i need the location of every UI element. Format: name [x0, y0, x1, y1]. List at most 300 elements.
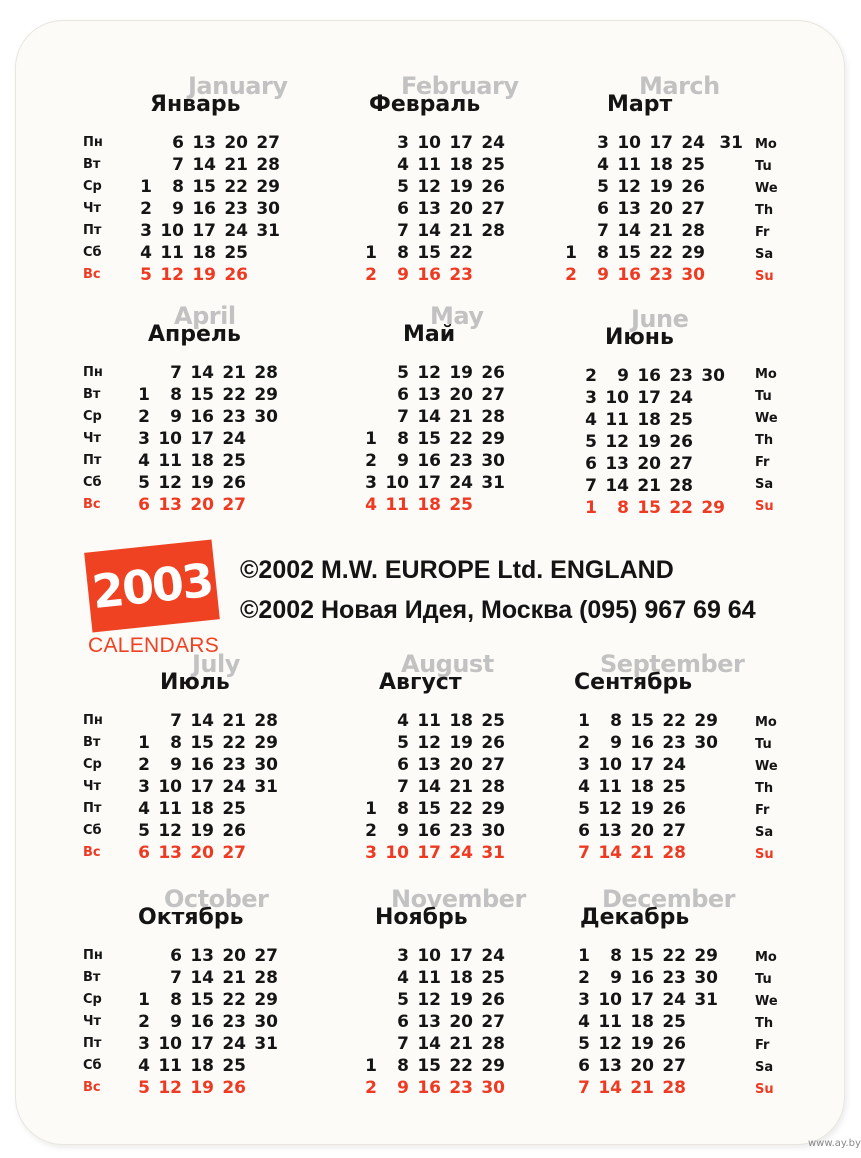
- day-number: 9: [397, 451, 409, 471]
- day-number: 5: [585, 432, 597, 452]
- day-number: 3: [597, 133, 609, 153]
- day-number: 8: [170, 733, 182, 753]
- day-number: 6: [138, 495, 150, 515]
- day-number: 22: [222, 990, 246, 1010]
- day-number: 3: [365, 473, 377, 493]
- day-number: 10: [158, 1034, 182, 1054]
- day-number: 22: [662, 946, 686, 966]
- day-number: 23: [222, 407, 246, 427]
- month-name-russian: Октябрь: [138, 905, 244, 930]
- day-number: 25: [222, 799, 246, 819]
- day-number: 7: [397, 777, 409, 797]
- day-number: 18: [190, 799, 214, 819]
- weekday-row: [128, 820, 278, 842]
- day-number: 3: [578, 755, 590, 775]
- weekday-row: [355, 242, 505, 264]
- day-number: 27: [681, 199, 705, 219]
- month-name-english: February: [401, 72, 519, 100]
- day-number: 15: [630, 946, 654, 966]
- day-number: 23: [222, 755, 246, 775]
- weekday-row: [355, 362, 505, 384]
- weekday-label: Вс: [83, 1080, 101, 1095]
- weekday-label: Пн: [83, 365, 103, 380]
- day-number: 17: [630, 755, 654, 775]
- day-number: 28: [254, 711, 278, 731]
- day-number: 20: [449, 199, 473, 219]
- weekday-row: [130, 176, 280, 198]
- day-number: 12: [417, 990, 441, 1010]
- day-number: 11: [605, 410, 629, 430]
- day-number: 2: [138, 407, 150, 427]
- day-number: 6: [397, 385, 409, 405]
- day-number: 16: [190, 407, 214, 427]
- weekday-row: [575, 387, 725, 409]
- sunday-row: [130, 264, 280, 286]
- weekday-row: [128, 798, 278, 820]
- day-number: 17: [417, 473, 441, 493]
- day-number: 11: [617, 155, 641, 175]
- weekday-label: Su: [755, 1082, 774, 1097]
- day-number: 5: [397, 733, 409, 753]
- day-number: 28: [662, 1078, 686, 1098]
- weekday-label: Tu: [755, 159, 772, 174]
- day-number: 22: [224, 177, 248, 197]
- month-name-english: March: [639, 72, 720, 100]
- day-number: 29: [481, 429, 505, 449]
- day-number: 28: [254, 968, 278, 988]
- day-number: 28: [681, 221, 705, 241]
- day-number: 16: [637, 366, 661, 386]
- day-number: 14: [190, 968, 214, 988]
- day-number: 16: [417, 821, 441, 841]
- weekday-row: [568, 945, 718, 967]
- day-number: 28: [481, 777, 505, 797]
- weekday-label: Tu: [755, 737, 772, 752]
- day-number: 14: [598, 1078, 622, 1098]
- day-number: 30: [694, 968, 718, 988]
- day-number: 21: [649, 221, 673, 241]
- day-number: 21: [449, 777, 473, 797]
- day-grid: [128, 362, 278, 516]
- day-number: 14: [190, 363, 214, 383]
- weekday-row: [575, 475, 725, 497]
- day-number: 31: [694, 990, 718, 1010]
- month-name-russian: Сентябрь: [574, 670, 693, 695]
- day-number: 15: [417, 243, 441, 263]
- day-number: 10: [617, 133, 641, 153]
- sunday-row: [355, 1077, 505, 1099]
- day-number: 20: [449, 1012, 473, 1032]
- weekday-row: [355, 1011, 505, 1033]
- month-block-july: [128, 650, 378, 863]
- weekday-row: [128, 754, 278, 776]
- day-number: 24: [449, 843, 473, 863]
- day-number: 27: [256, 133, 280, 153]
- day-number: 30: [481, 821, 505, 841]
- weekday-row: [555, 154, 743, 176]
- weekday-row: [355, 132, 505, 154]
- day-number: 4: [138, 1056, 150, 1076]
- day-number: 8: [170, 990, 182, 1010]
- day-number: 22: [449, 429, 473, 449]
- weekday-row: [128, 1055, 278, 1077]
- day-number: 13: [417, 199, 441, 219]
- day-number: 12: [598, 799, 622, 819]
- day-number: 11: [158, 451, 182, 471]
- weekday-row: [355, 198, 505, 220]
- sunday-row: [128, 494, 278, 516]
- day-number: 31: [254, 1034, 278, 1054]
- day-number: 18: [637, 410, 661, 430]
- weekday-row: [128, 1033, 278, 1055]
- day-number: 12: [160, 265, 184, 285]
- day-number: 2: [365, 821, 377, 841]
- weekday-row: [355, 820, 505, 842]
- day-number: 2: [365, 265, 377, 285]
- day-number: 8: [170, 385, 182, 405]
- weekday-label: Вт: [83, 157, 101, 172]
- day-number: 6: [170, 946, 182, 966]
- day-number: 6: [597, 199, 609, 219]
- day-number: 4: [597, 155, 609, 175]
- day-number: 25: [222, 1056, 246, 1076]
- day-number: 22: [449, 1056, 473, 1076]
- day-number: 4: [397, 155, 409, 175]
- day-number: 9: [170, 755, 182, 775]
- day-number: 12: [617, 177, 641, 197]
- weekday-label: Mo: [755, 715, 777, 730]
- day-number: 9: [397, 265, 409, 285]
- weekday-row: [355, 176, 505, 198]
- day-number: 6: [397, 199, 409, 219]
- day-number: 21: [222, 711, 246, 731]
- watermark: www.ay.by: [808, 1138, 861, 1149]
- day-number: 28: [481, 1034, 505, 1054]
- weekday-label: Sa: [755, 477, 774, 492]
- copyright-english: ©2002 M.W. EUROPE Ltd. ENGLAND: [240, 556, 674, 584]
- weekday-labels-english: [755, 947, 778, 1101]
- weekday-label: Th: [755, 781, 774, 796]
- day-number: 26: [222, 821, 246, 841]
- day-number: 3: [397, 133, 409, 153]
- day-number: 30: [701, 366, 725, 386]
- weekday-label: Th: [755, 1016, 774, 1031]
- day-number: 8: [610, 711, 622, 731]
- day-number: 14: [190, 711, 214, 731]
- weekday-label: Чт: [83, 779, 102, 794]
- day-number: 20: [190, 495, 214, 515]
- day-number: 10: [160, 221, 184, 241]
- weekday-row: [355, 989, 505, 1011]
- day-number: 6: [578, 821, 590, 841]
- day-number: 12: [158, 473, 182, 493]
- weekday-row: [130, 154, 280, 176]
- weekday-row: [568, 989, 718, 1011]
- weekday-row: [568, 798, 718, 820]
- day-number: 19: [637, 432, 661, 452]
- day-grid: [355, 132, 505, 286]
- day-number: 31: [481, 843, 505, 863]
- sunday-row: [355, 494, 505, 516]
- day-number: 13: [158, 495, 182, 515]
- day-grid: [575, 365, 725, 519]
- day-number: 15: [637, 498, 661, 518]
- weekday-label: Su: [755, 499, 774, 514]
- day-number: 23: [222, 1012, 246, 1032]
- day-grid: [568, 710, 718, 864]
- day-number: 31: [481, 473, 505, 493]
- day-number: 16: [630, 968, 654, 988]
- day-number: 8: [610, 946, 622, 966]
- day-number: 15: [190, 385, 214, 405]
- day-number: 27: [662, 821, 686, 841]
- weekday-row: [355, 798, 505, 820]
- day-number: 10: [158, 777, 182, 797]
- month-name-russian: Май: [403, 322, 456, 347]
- day-number: 11: [417, 968, 441, 988]
- calendars-caption: CALENDARS: [88, 634, 220, 657]
- day-number: 18: [449, 968, 473, 988]
- day-number: 5: [597, 177, 609, 197]
- day-number: 1: [138, 733, 150, 753]
- day-number: 10: [417, 133, 441, 153]
- weekday-row: [568, 820, 718, 842]
- weekday-label: Вт: [83, 735, 101, 750]
- day-number: 9: [597, 265, 609, 285]
- day-number: 3: [578, 990, 590, 1010]
- weekday-row: [355, 472, 505, 494]
- sunday-row: [568, 842, 718, 864]
- day-number: 5: [397, 363, 409, 383]
- day-number: 27: [222, 843, 246, 863]
- day-number: 14: [617, 221, 641, 241]
- day-number: 12: [158, 1078, 182, 1098]
- day-number: 30: [681, 265, 705, 285]
- day-number: 21: [449, 407, 473, 427]
- day-number: 26: [662, 799, 686, 819]
- day-number: 11: [385, 495, 409, 515]
- day-number: 4: [140, 243, 152, 263]
- day-number: 24: [662, 755, 686, 775]
- day-number: 13: [417, 1012, 441, 1032]
- day-number: 25: [449, 495, 473, 515]
- day-number: 25: [481, 155, 505, 175]
- day-number: 20: [449, 385, 473, 405]
- day-number: 8: [397, 429, 409, 449]
- day-number: 9: [397, 821, 409, 841]
- day-number: 7: [585, 476, 597, 496]
- day-number: 29: [481, 799, 505, 819]
- day-number: 7: [578, 843, 590, 863]
- day-number: 22: [449, 799, 473, 819]
- day-number: 10: [598, 755, 622, 775]
- day-number: 27: [481, 1012, 505, 1032]
- day-number: 7: [172, 155, 184, 175]
- day-number: 6: [397, 755, 409, 775]
- day-number: 26: [222, 473, 246, 493]
- weekday-label: Mo: [755, 367, 777, 382]
- day-number: 2: [365, 451, 377, 471]
- day-number: 29: [481, 1056, 505, 1076]
- day-number: 14: [417, 221, 441, 241]
- weekday-row: [575, 431, 725, 453]
- day-number: 4: [138, 451, 150, 471]
- day-number: 28: [662, 843, 686, 863]
- weekday-label: We: [755, 759, 778, 774]
- day-number: 18: [649, 155, 673, 175]
- weekday-row: [355, 1033, 505, 1055]
- day-number: 1: [565, 243, 577, 263]
- day-number: 7: [170, 968, 182, 988]
- day-number: 24: [681, 133, 705, 153]
- day-number: 18: [449, 155, 473, 175]
- month-block-april: [128, 302, 378, 515]
- day-number: 26: [481, 177, 505, 197]
- month-name-english: January: [188, 72, 288, 100]
- month-name-english: July: [192, 650, 240, 678]
- weekday-label: Сб: [83, 1058, 102, 1073]
- day-number: 21: [630, 1078, 654, 1098]
- day-number: 25: [481, 711, 505, 731]
- day-number: 3: [138, 1034, 150, 1054]
- day-number: 3: [365, 843, 377, 863]
- day-number: 12: [605, 432, 629, 452]
- day-number: 2: [565, 265, 577, 285]
- weekday-label: Чт: [83, 431, 102, 446]
- weekday-label: Пт: [83, 223, 102, 238]
- day-number: 20: [222, 946, 246, 966]
- month-name-russian: Декабрь: [580, 905, 690, 930]
- weekday-row: [555, 198, 743, 220]
- weekday-label: Ср: [83, 992, 102, 1007]
- weekday-row: [355, 154, 505, 176]
- weekday-label: Пн: [83, 135, 103, 150]
- day-number: 29: [254, 990, 278, 1010]
- day-number: 20: [649, 199, 673, 219]
- month-name-english: November: [391, 885, 526, 913]
- day-number: 17: [192, 221, 216, 241]
- day-number: 27: [481, 385, 505, 405]
- day-number: 31: [719, 133, 743, 153]
- day-number: 14: [192, 155, 216, 175]
- day-number: 16: [630, 733, 654, 753]
- day-number: 18: [190, 1056, 214, 1076]
- day-number: 30: [254, 407, 278, 427]
- weekday-label: Сб: [83, 823, 102, 838]
- weekday-row: [568, 1033, 718, 1055]
- weekday-labels-english: [755, 364, 778, 518]
- weekday-label: Sa: [755, 825, 774, 840]
- month-name-english: September: [600, 650, 745, 678]
- weekday-row: [128, 989, 278, 1011]
- day-number: 30: [254, 755, 278, 775]
- month-name-english: December: [602, 885, 736, 913]
- weekday-labels-russian: [83, 362, 103, 516]
- weekday-label: Su: [755, 847, 774, 862]
- weekday-label: Tu: [755, 389, 772, 404]
- day-number: 11: [160, 243, 184, 263]
- weekday-row: [128, 472, 278, 494]
- weekday-row: [128, 967, 278, 989]
- day-number: 13: [605, 454, 629, 474]
- day-number: 17: [417, 843, 441, 863]
- day-number: 17: [449, 946, 473, 966]
- day-number: 29: [694, 946, 718, 966]
- weekday-label: Пт: [83, 453, 102, 468]
- weekday-row: [130, 242, 280, 264]
- day-number: 28: [254, 363, 278, 383]
- day-number: 2: [578, 733, 590, 753]
- day-number: 2: [140, 199, 152, 219]
- day-number: 23: [449, 451, 473, 471]
- day-number: 29: [694, 711, 718, 731]
- day-number: 20: [630, 821, 654, 841]
- day-number: 19: [190, 1078, 214, 1098]
- weekday-labels-english: [755, 134, 778, 288]
- weekday-label: Mo: [755, 950, 777, 965]
- day-number: 4: [365, 495, 377, 515]
- weekday-row: [128, 384, 278, 406]
- weekday-row: [130, 132, 280, 154]
- weekday-row: [355, 428, 505, 450]
- day-number: 22: [649, 243, 673, 263]
- day-number: 7: [397, 221, 409, 241]
- day-number: 15: [192, 177, 216, 197]
- day-number: 26: [669, 432, 693, 452]
- day-number: 18: [630, 1012, 654, 1032]
- weekday-row: [355, 776, 505, 798]
- day-number: 16: [617, 265, 641, 285]
- day-number: 13: [617, 199, 641, 219]
- day-number: 1: [138, 990, 150, 1010]
- weekday-label: Tu: [755, 972, 772, 987]
- day-number: 6: [578, 1056, 590, 1076]
- weekday-label: Чт: [83, 201, 102, 216]
- weekday-label: Fr: [755, 455, 770, 470]
- day-number: 7: [170, 363, 182, 383]
- day-number: 27: [254, 946, 278, 966]
- day-number: 9: [617, 366, 629, 386]
- weekday-label: Пн: [83, 713, 103, 728]
- day-number: 26: [662, 1034, 686, 1054]
- weekday-row: [355, 384, 505, 406]
- day-number: 18: [417, 495, 441, 515]
- weekday-label: Вс: [83, 845, 101, 860]
- day-number: 22: [669, 498, 693, 518]
- day-number: 30: [254, 1012, 278, 1032]
- day-number: 11: [158, 799, 182, 819]
- weekday-labels-english: [755, 712, 778, 866]
- weekday-label: Fr: [755, 1038, 770, 1053]
- copyright-russian: ©2002 Новая Идея, Москва (095) 967 69 64: [240, 596, 756, 624]
- weekday-row: [355, 967, 505, 989]
- day-number: 7: [170, 711, 182, 731]
- day-number: 9: [170, 1012, 182, 1032]
- day-number: 21: [222, 968, 246, 988]
- sunday-row: [555, 264, 743, 286]
- weekday-label: Пт: [83, 801, 102, 816]
- weekday-row: [130, 198, 280, 220]
- day-number: 15: [617, 243, 641, 263]
- weekday-row: [355, 406, 505, 428]
- weekday-row: [128, 362, 278, 384]
- day-number: 5: [397, 990, 409, 1010]
- day-number: 16: [417, 265, 441, 285]
- weekday-label: Ср: [83, 409, 102, 424]
- day-number: 12: [598, 1034, 622, 1054]
- day-number: 7: [397, 407, 409, 427]
- day-number: 18: [190, 451, 214, 471]
